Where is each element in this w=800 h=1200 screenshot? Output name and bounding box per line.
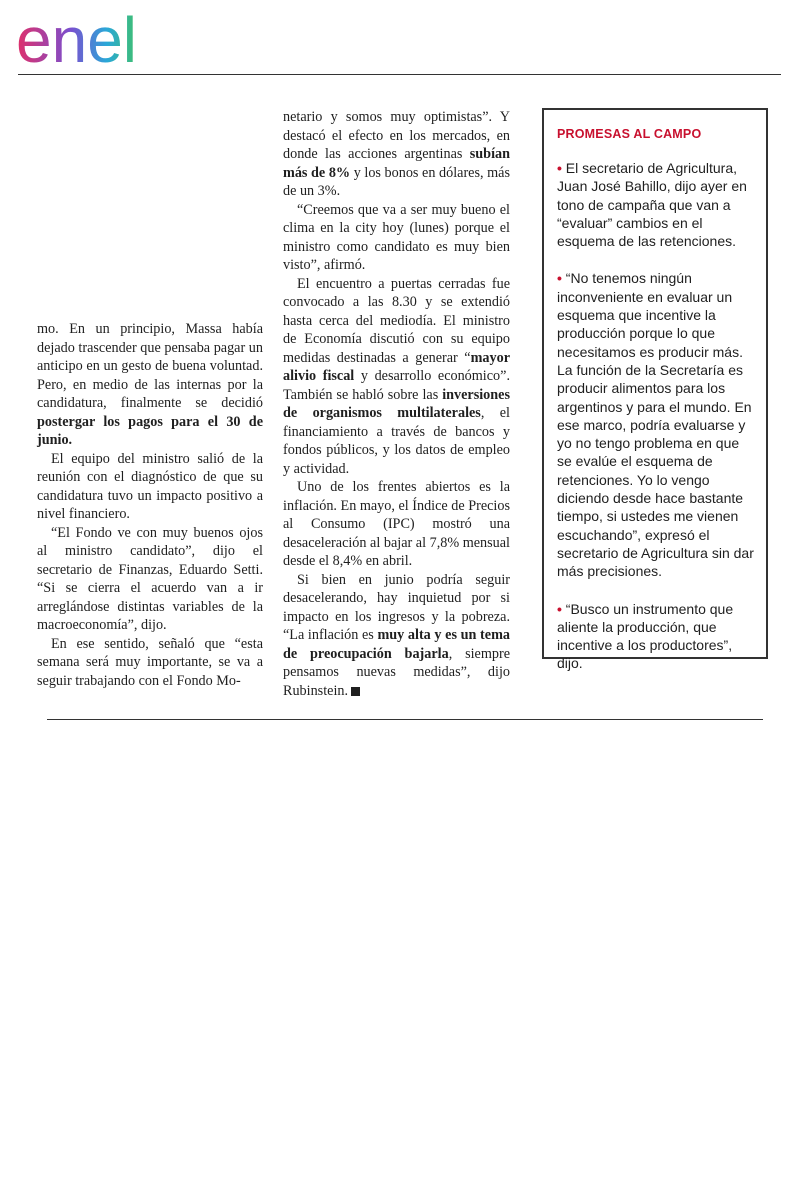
bullet-icon: • bbox=[557, 270, 562, 287]
col2-paragraph-1: netario y somos muy optimistas”. Y destacó el efecto en los mercados, en donde las acciones argentinas subían más de 8% y los bonos en dólares, más de un 3%. bbox=[283, 109, 511, 199]
bottom-divider bbox=[47, 719, 763, 720]
col1-paragraph-2: El equipo del ministro salió de la reunión con el diagnóstico de que su candidatura tuvo un impacto positivo a nivel financiero. bbox=[37, 450, 263, 522]
col1-paragraph-4: En ese sentido, señaló que “esta semana será muy importante, se va a seguir trabajando con el Fondo Mo- bbox=[37, 635, 263, 689]
bullet-icon: • bbox=[557, 600, 562, 617]
col2-paragraph-3: El encuentro a puertas cerradas fue convocado a las 8.30 y se extendió hasta cerca del mediodía. El ministro de Economía discutió con su equipo medidas destinadas a generar “mayor alivio fiscal y desarrollo económico”. También se habló sobre las inversiones de organismos multilaterales, el financiamiento a través de bancos y fondos públicos, y los datos de empleo y actividad. bbox=[283, 275, 510, 477]
enel-logo bbox=[16, 2, 186, 70]
article-column-1 bbox=[37, 320, 263, 690]
sidebar-box bbox=[542, 108, 768, 672]
col2-paragraph-5: Si bien en junio podría seguir desacelerando, hay inquietud por si impacto en los ingresos y la pobreza. “La inflación es muy alta y es un tema de preocupación bajarla, siempre pensamos nuevas medidas”, dijo Rubinstein. bbox=[283, 571, 510, 699]
sidebar-title: PROMESAS AL CAMPO bbox=[557, 127, 702, 141]
end-of-article-mark bbox=[351, 687, 360, 696]
col1-paragraph-1: mo. En un principio, Massa había dejado trascender que pensaba pagar un anticipo en un gesto de buena voluntad. Pero, en medio de las internas por la candidatura, finalmente se decidió postergar los pagos para el 30 de junio. bbox=[37, 321, 263, 448]
top-divider bbox=[18, 74, 781, 75]
sidebar-item: • El secretario de Agricultura, Juan José Bahillo, dijo ayer en tono de campaña que van a “evaluar” cambios en el esquema de las retenciones. bbox=[557, 160, 747, 250]
col2-paragraph-4: Uno de los frentes abiertos es la inflación. En mayo, el Índice de Precios al Consumo (IPC) mostró una desaceleración al bajar al 7,8% mensual desde el 8,4% en abril. bbox=[283, 479, 510, 569]
col1-paragraph-3: “El Fondo ve con muy buenos ojos al ministro candidato”, dijo el secretario de Finanzas, Eduardo Setti. “Si se cierra el acuerdo van a ir arreglándose distintas variables de la macroeconomía”, dijo. bbox=[37, 524, 263, 633]
article-column-2 bbox=[283, 108, 510, 700]
sidebar-item: • “No tenemos ningún inconveniente en evaluar un esquema que incentive la producción porque lo que necesitamos es producir más. La función de la Secretaría es producir alimentos para los argentinos y para el mundo. En ese marco, podría evaluarse y yo no tengo problema en que se evalúe el esquema de retenciones. Yo lo vengo diciendo desde hace bastante tiempo, si ustedes me vienen escuchando”, expresó el secretario de Agricultura sin dar más precisiones. bbox=[557, 270, 754, 580]
logo-text: enel bbox=[16, 4, 137, 70]
bullet-icon: • bbox=[557, 160, 562, 176]
col2-paragraph-2: “Creemos que va a ser muy bueno el clima en la city hoy (lunes) porque el ministro como candidato es muy bien visto”, afirmó. bbox=[283, 201, 510, 273]
sidebar-item: • “Busco un instrumento que aliente la producción, que incentive a los productores”, dijo. bbox=[557, 600, 734, 672]
